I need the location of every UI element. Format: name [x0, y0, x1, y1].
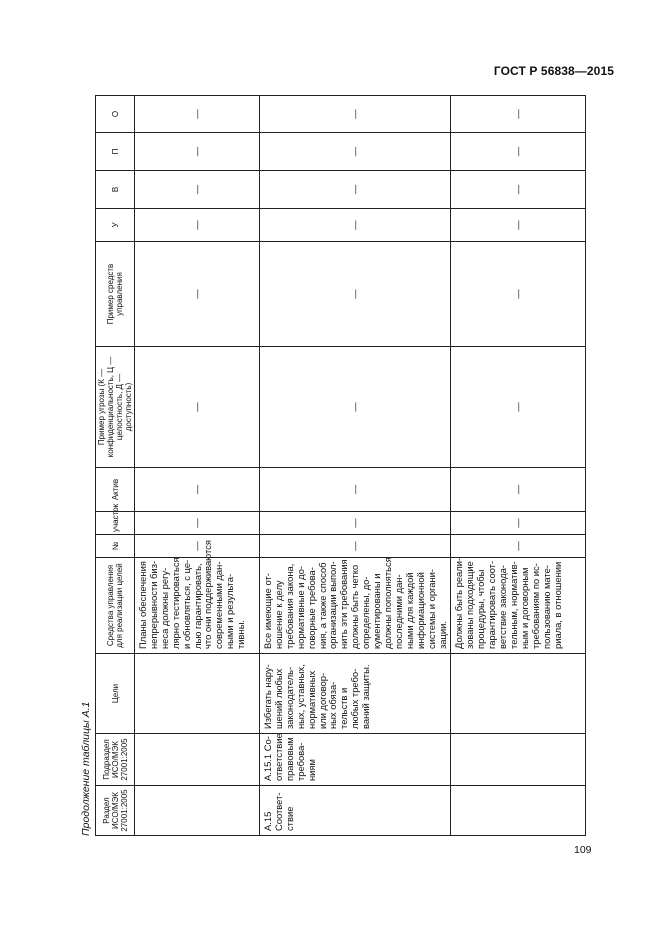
asset-cell: [135, 468, 260, 512]
cell-line: непрерывности биз-: [147, 560, 159, 649]
column-header: Подраздел ИСО/МЭК 27001:2005: [96, 734, 135, 786]
cell-line: законодатель-: [283, 666, 295, 729]
dash-mark: —: [190, 220, 202, 230]
cell-line: правовым: [283, 737, 295, 781]
column-header: У: [96, 209, 135, 242]
dash-mark: —: [511, 518, 523, 528]
p-cell: [260, 133, 451, 171]
dash-mark: —: [511, 146, 523, 157]
dash-mark: —: [511, 184, 523, 195]
dash-mark: —: [511, 541, 523, 551]
dash-mark: —: [511, 109, 523, 119]
cell-line: ношение к делу: [272, 580, 284, 649]
cell-line: нить эти требования: [338, 559, 350, 649]
table-caption: Продолжение таблицы А.1: [80, 701, 92, 836]
cell-line: ствие: [283, 806, 295, 831]
column-header: П: [96, 133, 135, 171]
column-header: Пример средств управления: [96, 242, 135, 347]
cell-line: тельств и: [338, 687, 350, 729]
cell-line: определены, до-: [360, 576, 372, 649]
cell-line: процедуры, чтобы: [475, 569, 487, 649]
dash-mark: —: [190, 484, 202, 495]
asset-cell: [451, 468, 586, 512]
cell-line: должны быть четко: [349, 564, 361, 649]
area-cell: [451, 512, 586, 535]
cell-line: пользованию мате-: [540, 565, 552, 649]
area-cell: [260, 512, 451, 535]
cell-line: что они поддерживаются: [202, 540, 214, 649]
cell-line: и обновляться, с це-: [180, 559, 192, 649]
cell-line: системы и органи-: [425, 568, 437, 649]
u-cell: [260, 209, 451, 242]
column-header: №: [96, 535, 135, 558]
subsection-cell: [451, 734, 586, 786]
cell-line: ветствие законода-: [497, 565, 509, 649]
cell-line: ниям: [305, 759, 317, 781]
section-cell: [260, 786, 451, 836]
dash-mark: —: [190, 109, 202, 119]
column-header: участок: [96, 512, 135, 535]
cell-line: Планы обеспечения: [137, 561, 148, 649]
cell-line: А.15: [262, 811, 273, 831]
rotated-table-block: [80, 96, 563, 836]
dash-mark: —: [348, 402, 360, 412]
cell-line: зации.: [436, 621, 448, 649]
cell-line: любых требо-: [349, 668, 361, 729]
cell-line: современными дан-: [213, 561, 225, 649]
dash-mark: —: [190, 146, 202, 157]
controls-cell: [451, 558, 586, 654]
section-cell: [135, 786, 260, 836]
cell-line: шений любых: [272, 668, 284, 729]
cell-line: последними дан-: [392, 574, 404, 649]
control-example-cell: [451, 242, 586, 347]
cell-line: ных обяза-: [327, 681, 339, 729]
u-cell: [135, 209, 260, 242]
number-cell: [260, 535, 451, 558]
goal-cell: [451, 654, 586, 734]
cell-line: гарантировать соот-: [486, 560, 498, 649]
cell-line: ния, а также способ: [316, 562, 328, 649]
control-example-cell: [260, 242, 451, 347]
dash-mark: —: [190, 289, 202, 299]
cell-line: тивны.: [235, 619, 247, 649]
o-cell: [451, 96, 586, 133]
dash-mark: —: [348, 220, 360, 230]
cell-line: организации выпол-: [327, 561, 339, 649]
dash-mark: —: [190, 518, 202, 528]
dash-mark: —: [348, 541, 360, 551]
dash-mark: —: [348, 109, 360, 119]
column-header: Пример угрозы (К — конфиденциальность, Ц — целостность, Д — доступность): [96, 347, 135, 468]
control-example-cell: [135, 242, 260, 347]
dash-mark: —: [348, 184, 360, 195]
dash-mark: —: [190, 541, 202, 551]
table-header-row: [96, 96, 135, 836]
column-header: Цели: [96, 654, 135, 734]
controls-cell: [260, 558, 451, 654]
table-row: [260, 96, 451, 836]
cell-line: ными для каждой: [403, 572, 415, 649]
number-cell: [135, 535, 260, 558]
cell-line: ваний защиты.: [360, 664, 372, 729]
cell-line: информационной: [414, 572, 426, 649]
u-cell: [451, 209, 586, 242]
cell-line: нормативных: [305, 670, 317, 729]
threat-cell: [451, 347, 586, 468]
o-cell: [260, 96, 451, 133]
cell-line: ным и договорным: [518, 567, 530, 649]
cell-line: лью гарантировать,: [191, 563, 203, 649]
table: [95, 95, 586, 836]
subsection-cell: [260, 734, 451, 786]
cell-line: ными и результа-: [224, 573, 236, 649]
cell-line: Избегать нару-: [262, 664, 273, 729]
cell-line: зованы подходящие: [464, 561, 476, 649]
cell-line: требованиям по ис-: [529, 563, 541, 649]
p-cell: [135, 133, 260, 171]
threat-cell: [135, 347, 260, 468]
dash-mark: —: [348, 518, 360, 528]
number-cell: [451, 535, 586, 558]
cell-line: Все имеющие от-: [262, 573, 273, 649]
dash-mark: —: [348, 146, 360, 157]
controls-cell: [135, 540, 260, 654]
threat-cell: [260, 347, 451, 468]
cell-line: требова-: [294, 742, 306, 781]
cell-line: ответствие: [272, 733, 284, 781]
page-number: 109: [574, 844, 592, 856]
area-cell: [135, 512, 260, 535]
cell-line: должны пополняться: [381, 557, 393, 649]
cell-line: Соответ-: [272, 792, 284, 831]
cell-line: тельным, норматив-: [507, 561, 519, 649]
cell-line: неса должны регу-: [158, 567, 170, 649]
o-cell: [135, 96, 260, 133]
dash-mark: —: [511, 484, 523, 495]
cell-line: кументированы и: [371, 573, 383, 649]
subsection-cell: [135, 734, 260, 786]
column-header: Средства управления для реализации целей: [96, 558, 135, 654]
v-cell: [135, 171, 260, 209]
p-cell: [451, 133, 586, 171]
column-header: В: [96, 171, 135, 209]
table-row: [451, 96, 586, 836]
v-cell: [260, 171, 451, 209]
cell-line: ных, уставных,: [294, 664, 306, 729]
goal-cell: [135, 654, 260, 734]
cell-line: говорные требова-: [305, 567, 317, 649]
column-header: Раздел ИСО/МЭК 27001:2005: [96, 786, 135, 836]
dash-mark: —: [511, 289, 523, 299]
dash-mark: —: [511, 402, 523, 412]
v-cell: [451, 171, 586, 209]
dash-mark: —: [511, 220, 523, 230]
cell-line: А.15.1 Со-: [262, 736, 273, 781]
cell-line: лярно тестироваться: [169, 557, 181, 649]
dash-mark: —: [190, 402, 202, 412]
document-code: ГОСТ Р 56838—2015: [493, 64, 614, 78]
column-header: О: [96, 96, 135, 133]
goal-cell: [260, 654, 451, 734]
cell-line: нормативные и до-: [294, 566, 306, 649]
cell-line: Должны быть реали-: [453, 557, 465, 649]
table-row: [135, 96, 260, 836]
section-cell: [451, 786, 586, 836]
cell-line: требования закона,: [283, 563, 295, 649]
cell-line: риала, в отношении: [551, 561, 563, 649]
cell-line: или договор-: [316, 672, 328, 729]
dash-mark: —: [190, 184, 202, 195]
column-header: Актив: [96, 468, 135, 512]
asset-cell: [260, 468, 451, 512]
dash-mark: —: [348, 484, 360, 495]
dash-mark: —: [348, 289, 360, 299]
